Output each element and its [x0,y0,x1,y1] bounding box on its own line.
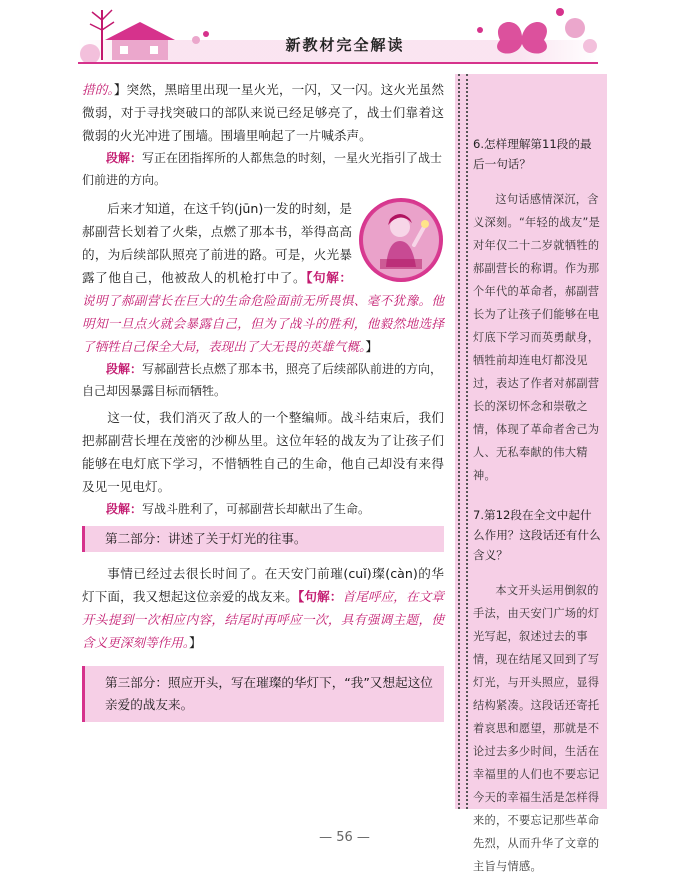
sentence-analysis-close-2: 】 [189,635,202,650]
analysis-3 [82,498,444,520]
page-header [0,0,689,72]
sentence-analysis-close: 】 [365,339,378,354]
paragraph-1 [82,78,444,147]
paragraph-4 [82,562,444,654]
sidebar-dotted-border [458,74,468,809]
question-6: 6.怎样理解第11段的最后一句话？ [473,137,592,171]
analysis-2-text: 写郝副营长点燃了那本书，照亮了后续部队前进的方向，自己却因暴露目标而牺牲。 [82,362,443,398]
paragraph-1-lead: 措的。 [82,82,114,97]
analysis-3-text: 写战斗胜利了，可郝副营长却献出了生命。 [142,502,371,516]
paragraph-4-text: 事情已经过去很长时间了。在天安门前璀(cuǐ)璨(càn)的华灯下面，我又想起这位亲爱的战友来。 [82,566,444,604]
page-number: — 56 — [319,830,370,845]
analysis-3-label: 段解： [106,502,143,516]
answer-6: 这句话感情深沉，含义深刻。“年轻的战友”是对年仅二十二岁就牺牲的郝副营长的称谓。作为那个年代的革命者，郝副营长为了让孩子们能够在电灯底下学习而英勇献身，牺牲前却连电灯都没见过，表达了作者对郝副营长的深切怀念和崇敬之情，体现了革命者舍己为人、无私奉献的伟大精神。 [473,193,601,482]
paragraph-2-text: 后来才知道，在这千钧(jūn)一发的时刻，是郝副营长划着了火柴，点燃了那本书，举得高高的，为后续部队照亮了前进的路。可是，火光暴露了他自己，他被敌人的机枪打中了。 [82,201,352,285]
sidebar-content [473,134,601,896]
analysis-1 [82,147,444,191]
sentence-analysis-text-2: 首尾呼应，在文章开头提到一次相应内容，结尾时再呼应一次，具有强调主题，使含义更深刻等作用。 [82,589,445,650]
main-content [82,78,444,722]
sentence-analysis-tag: 【句解： [306,270,353,285]
analysis-1-label: 段解： [106,151,143,165]
paragraph-1-text: 】突然，黑暗里出现一星火光，一闪，又一闪。这火光虽然微弱，对于寻找突破口的部队来说已经足够亮了，战士们靠着这微弱的火光冲进了围墙。围墙里响起了一片喊杀声。 [82,82,444,143]
header-divider [78,62,598,64]
header-title: 新教材完全解读 [285,36,405,54]
sentence-analysis-tag-2: 【句解： [297,589,343,604]
paragraph-3-text: 这一仗，我们消灭了敌人的一个整编师。战斗结束后，我们把郝副营长埋在茂密的沙柳丛里。这位年轻的战友为了让孩子们能够在电灯底下学习，不惜牺牲自己的生命，他自己却没有来得及见一见电灯。 [82,410,444,494]
analysis-2-label: 段解： [106,362,143,376]
part-two-banner: 第二部分：讲述了关于灯光的往事。 [82,526,444,552]
analysis-1-text: 写正在团指挥所的人都焦急的时刻，一星火光指引了战士们前进的方向。 [82,151,443,187]
answer-7: 本文开头运用倒叙的手法，由天安门广场的灯光写起，叙述过去的事情，现在结尾又回到了写灯光，与开头照应，显得结构紧凑。这段话还寄托着哀思和愿望，那就是不论过去多少时间，生活在幸福里的人们也不要忘记今天的幸福生活是怎样得来的，不要忘记那些革命先烈，从而升华了文章的主旨与情感。 [473,584,600,873]
soldier-illustration [358,197,444,283]
part-three-box: 第三部分：照应开头，写在璀璨的华灯下，“我”又想起这位亲爱的战友来。 [82,666,444,722]
paragraph-3 [82,406,444,498]
sentence-analysis-text: 说明了郝副营长在巨大的生命危险面前无所畏惧、毫不犹豫。他明知一旦点火就会暴露自己，但为了战斗的胜利，他毅然地选择了牺牲自己保全大局，表现出了大无畏的英雄气概。 [82,293,444,354]
question-sidebar [455,74,607,873]
question-7: 7.第12段在全文中起什么作用？这段话还有什么含义？ [473,508,601,562]
analysis-2 [82,358,444,402]
